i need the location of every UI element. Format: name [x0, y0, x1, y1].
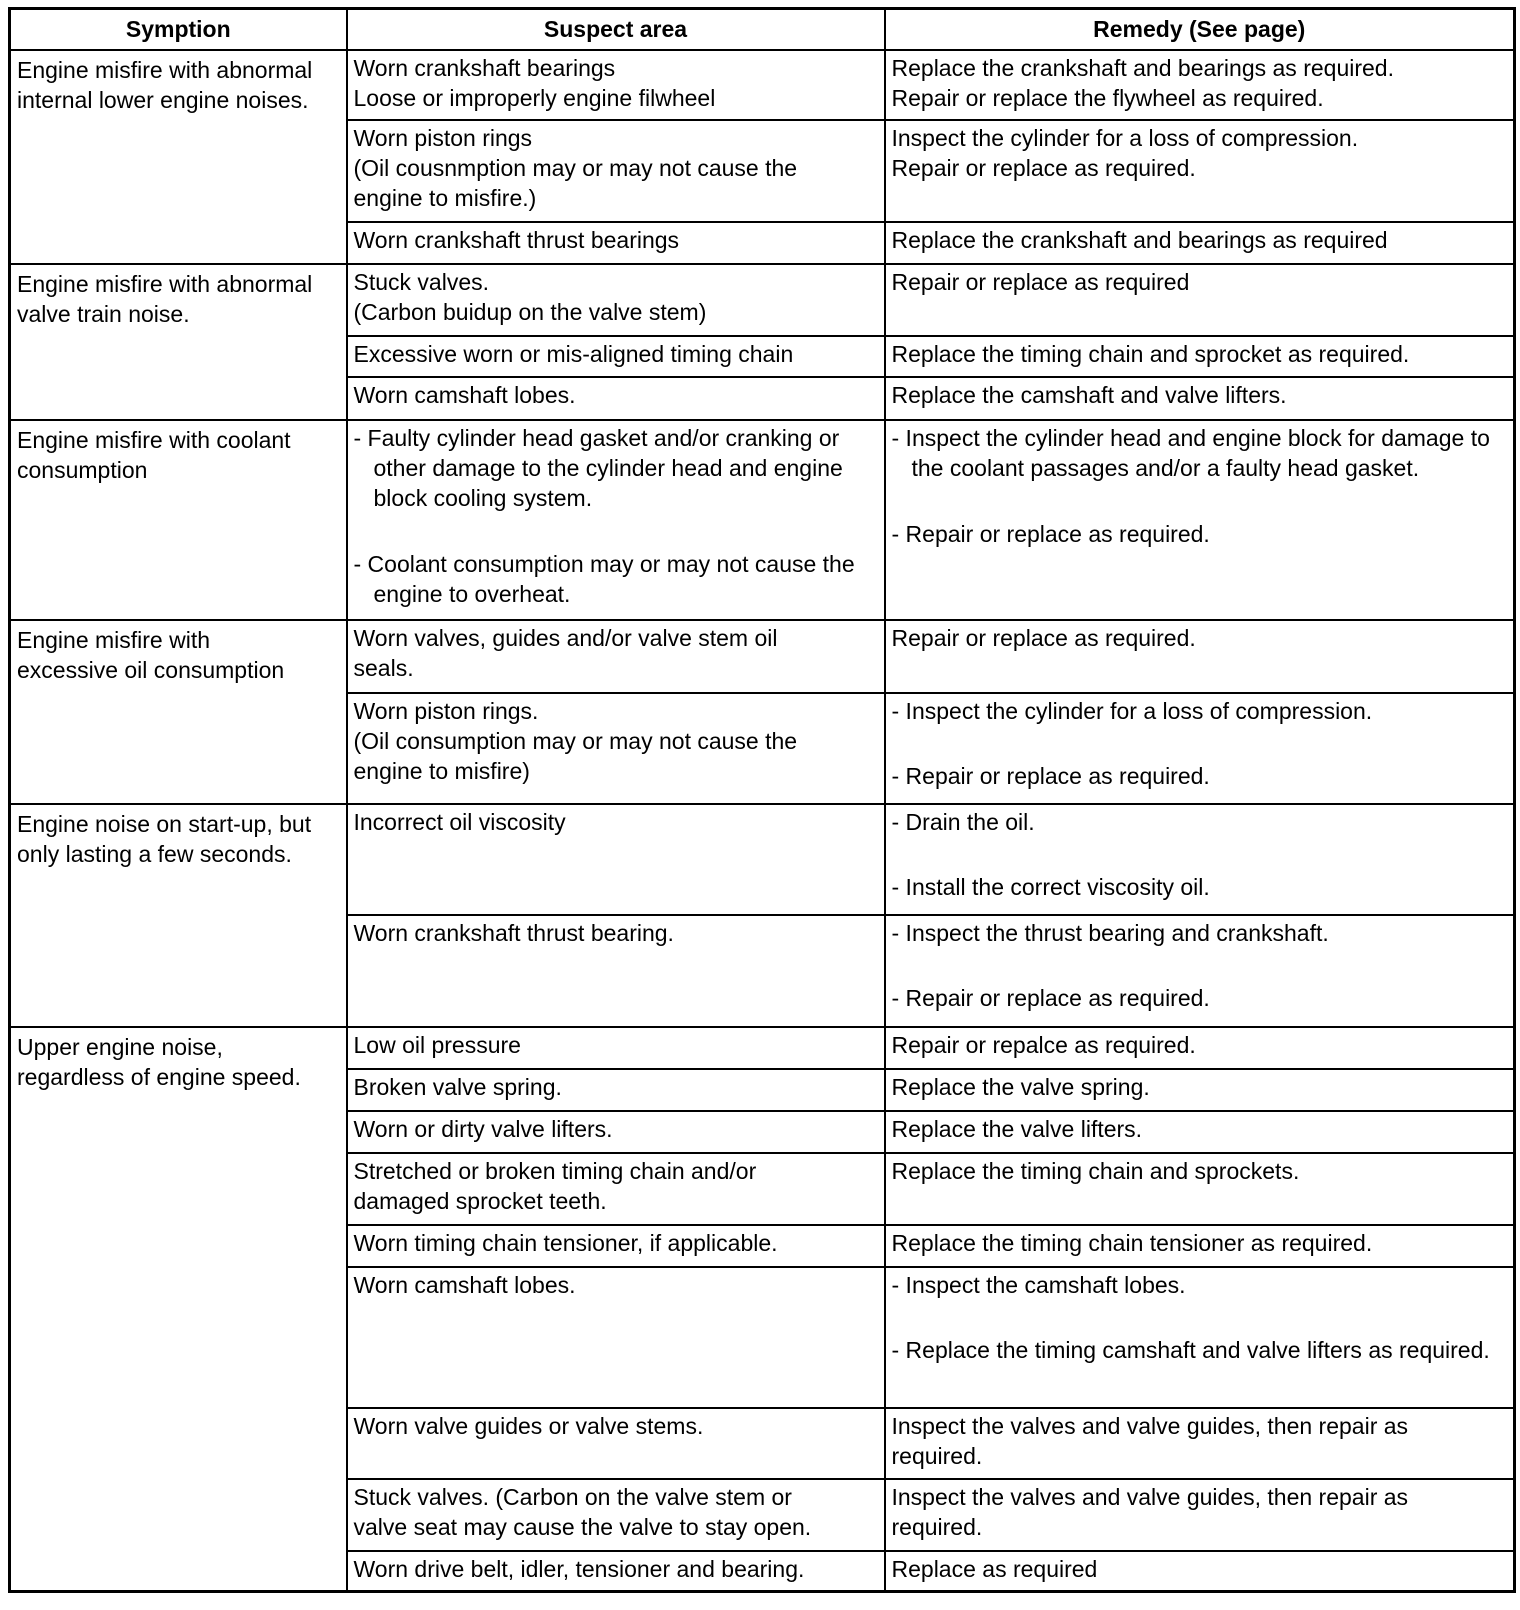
suspect-text: Worn drive belt, idler, tensioner and bearing. — [353, 1555, 805, 1582]
suspect-cell — [347, 420, 885, 620]
remedy-text: Inspect the cylinder for a loss of compression. — [891, 124, 1359, 151]
symptom-text: Engine misfire with abnormal — [17, 270, 313, 297]
remedy-text: Replace the timing chain and sprockets. — [891, 1157, 1300, 1184]
suspect-cell — [347, 264, 885, 336]
suspect-cell — [347, 915, 885, 1027]
suspect-text: Worn valve guides or valve stems. — [353, 1412, 704, 1439]
suspect-cell — [347, 620, 885, 693]
suspect-cell — [347, 377, 885, 420]
remedy-bullet: - Repair or replace as required. — [891, 520, 1210, 547]
suspect-text: engine to misfire) — [353, 757, 530, 784]
suspect-text: Worn camshaft lobes. — [353, 381, 576, 408]
suspect-cell — [347, 1551, 885, 1592]
suspect-text: (Carbon buidup on the valve stem) — [353, 298, 707, 325]
remedy-cell — [885, 1111, 1515, 1153]
suspect-text: seals. — [353, 654, 414, 681]
remedy-bullet: - Install the correct viscosity oil. — [891, 873, 1210, 900]
suspect-text: Worn timing chain tensioner, if applicable. — [353, 1229, 778, 1256]
suspect-text: Worn crankshaft thrust bearings — [353, 226, 680, 253]
table-row — [10, 420, 1515, 620]
remedy-cell — [885, 915, 1515, 1027]
remedy-text: required. — [891, 1513, 983, 1540]
symptom-text: Engine misfire with — [17, 626, 211, 653]
symptom-text: internal lower engine noises. — [17, 86, 309, 113]
remedy-cell — [885, 1551, 1515, 1592]
header-suspect-area: Suspect area — [347, 9, 885, 50]
remedy-bullet: - Repair or replace as required. — [891, 984, 1210, 1011]
suspect-text: Worn piston rings. — [353, 697, 539, 724]
remedy-text: Inspect the valves and valve guides, then repair as — [891, 1483, 1409, 1510]
remedy-cell — [885, 1153, 1515, 1225]
symptom-text: Engine misfire with abnormal — [17, 56, 313, 83]
suspect-cell — [347, 1153, 885, 1225]
symptom-cell — [10, 50, 347, 264]
header-symptom: Symption — [10, 9, 347, 50]
remedy-cell — [885, 420, 1515, 620]
suspect-text: damaged sprocket teeth. — [353, 1187, 607, 1214]
suspect-text: Stuck valves. (Carbon on the valve stem or — [353, 1483, 792, 1510]
suspect-text: Worn piston rings — [353, 124, 533, 151]
remedy-bullet: - Inspect the thrust bearing and crankshaft. — [891, 919, 1329, 946]
suspect-text: Worn valves, guides and/or valve stem oil — [353, 624, 778, 651]
table-row — [10, 620, 1515, 693]
suspect-text: (Oil cousnmption may or may not cause the — [353, 154, 798, 181]
suspect-text: (Oil consumption may or may not cause the — [353, 727, 798, 754]
suspect-cell — [347, 336, 885, 377]
remedy-cell — [885, 804, 1515, 915]
remedy-bullet: - Inspect the camshaft lobes. — [891, 1271, 1186, 1298]
symptom-text: consumption — [17, 456, 148, 483]
suspect-text: Worn crankshaft thrust bearing. — [353, 919, 674, 946]
suspect-cell — [347, 222, 885, 264]
remedy-cell — [885, 50, 1515, 120]
suspect-text: Broken valve spring. — [353, 1073, 562, 1100]
symptom-cell — [10, 420, 347, 620]
diagnosis-table — [8, 7, 1516, 1593]
symptom-text: regardless of engine speed. — [17, 1063, 301, 1090]
remedy-bullet: - Drain the oil. — [891, 808, 1035, 835]
remedy-cell — [885, 120, 1515, 222]
remedy-cell — [885, 336, 1515, 377]
suspect-text: valve seat may cause the valve to stay open. — [353, 1513, 812, 1540]
table-row — [10, 804, 1515, 915]
remedy-bullet: - Inspect the cylinder head and engine block for damage to the coolant passages and/or a faulty head gasket. — [891, 424, 1490, 481]
remedy-text: required. — [891, 1442, 983, 1469]
remedy-text: Repair or replace as required. — [891, 624, 1196, 651]
remedy-cell — [885, 693, 1515, 804]
remedy-cell — [885, 222, 1515, 264]
header-remedy: Remedy (See page) — [885, 9, 1515, 50]
table-row — [10, 264, 1515, 336]
remedy-cell — [885, 1069, 1515, 1111]
table-row — [10, 50, 1515, 120]
bullet-gap — [892, 837, 1508, 872]
remedy-text: Replace the timing chain and sprocket as required. — [891, 340, 1410, 367]
remedy-text: Repair or repalce as required. — [891, 1031, 1196, 1058]
bullet-gap — [892, 948, 1508, 983]
symptom-text: Engine noise on start-up, but — [17, 810, 312, 837]
remedy-text: Replace the crankshaft and bearings as required. — [891, 54, 1394, 81]
bullet-gap — [354, 513, 878, 549]
remedy-text: Replace the camshaft and valve lifters. — [891, 381, 1287, 408]
remedy-text: Inspect the valves and valve guides, then repair as — [891, 1412, 1409, 1439]
symptom-text: only lasting a few seconds. — [17, 840, 292, 867]
remedy-text: Repair or replace the flywheel as required. — [891, 84, 1324, 111]
remedy-cell — [885, 1479, 1515, 1551]
suspect-cell — [347, 1225, 885, 1267]
table-row — [10, 1027, 1515, 1069]
suspect-text: Stuck valves. — [353, 268, 489, 295]
symptom-text: Upper engine noise, — [17, 1033, 223, 1060]
remedy-text: Repair or replace as required — [891, 268, 1190, 295]
symptom-cell — [10, 620, 347, 804]
suspect-bullet: - Faulty cylinder head gasket and/or cranking or other damage to the cylinder head and engine block cooling system. — [353, 424, 843, 511]
remedy-text: Replace the crankshaft and bearings as required — [891, 226, 1388, 253]
suspect-cell — [347, 1111, 885, 1153]
bullet-gap — [892, 1300, 1508, 1335]
remedy-text: Replace the valve lifters. — [891, 1115, 1143, 1142]
suspect-cell — [347, 1027, 885, 1069]
suspect-text: Worn or dirty valve lifters. — [353, 1115, 613, 1142]
bullet-gap — [892, 726, 1508, 761]
remedy-cell — [885, 264, 1515, 336]
suspect-text: Worn crankshaft bearings — [353, 54, 616, 81]
header-row — [10, 9, 1515, 50]
bullet-gap — [892, 483, 1508, 519]
suspect-cell — [347, 1408, 885, 1479]
symptom-cell — [10, 264, 347, 420]
suspect-cell — [347, 1479, 885, 1551]
suspect-cell — [347, 1069, 885, 1111]
remedy-cell — [885, 1408, 1515, 1479]
remedy-cell — [885, 1225, 1515, 1267]
suspect-text: Incorrect oil viscosity — [353, 808, 566, 835]
remedy-cell — [885, 377, 1515, 420]
remedy-bullet: - Repair or replace as required. — [891, 762, 1210, 789]
remedy-cell — [885, 1027, 1515, 1069]
suspect-cell — [347, 804, 885, 915]
suspect-cell — [347, 50, 885, 120]
remedy-bullet: - Inspect the cylinder for a loss of compression. — [891, 697, 1373, 724]
symptom-cell — [10, 1027, 347, 1592]
suspect-cell — [347, 693, 885, 804]
suspect-text: Loose or improperly engine filwheel — [353, 84, 716, 111]
suspect-cell — [347, 1267, 885, 1408]
suspect-text: Stretched or broken timing chain and/or — [353, 1157, 757, 1184]
suspect-text: Low oil pressure — [353, 1031, 521, 1058]
remedy-cell — [885, 620, 1515, 693]
suspect-text: engine to misfire.) — [353, 184, 537, 211]
suspect-cell — [347, 120, 885, 222]
remedy-text: Replace the valve spring. — [891, 1073, 1150, 1100]
symptom-cell — [10, 804, 347, 1027]
suspect-bullet: - Coolant consumption may or may not cause the engine to overheat. — [353, 550, 855, 607]
remedy-bullet: - Replace the timing camshaft and valve lifters as required. — [891, 1336, 1490, 1363]
symptom-text: valve train noise. — [17, 300, 190, 327]
remedy-text: Replace as required — [891, 1555, 1098, 1582]
remedy-text: Replace the timing chain tensioner as required. — [891, 1229, 1373, 1256]
symptom-text: excessive oil consumption — [17, 656, 285, 683]
suspect-text: Worn camshaft lobes. — [353, 1271, 576, 1298]
symptom-text: Engine misfire with coolant — [17, 426, 291, 453]
suspect-text: Excessive worn or mis-aligned timing chain — [353, 340, 794, 367]
remedy-text: Repair or replace as required. — [891, 154, 1196, 181]
remedy-cell — [885, 1267, 1515, 1408]
